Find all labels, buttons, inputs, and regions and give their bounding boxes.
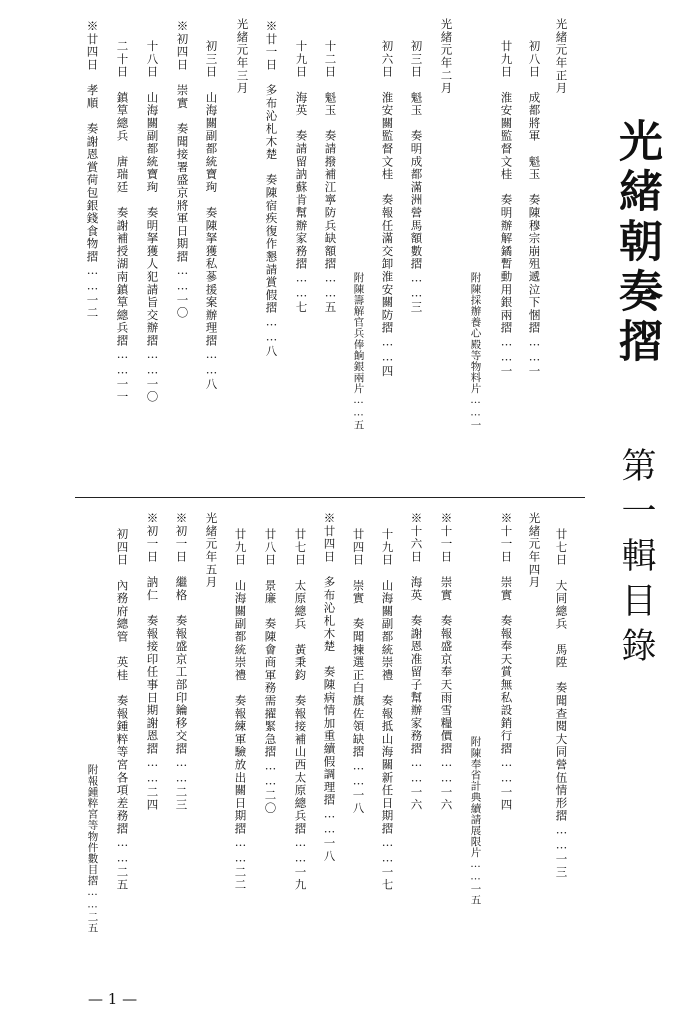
month-heading: 光緒元年五月	[204, 512, 219, 589]
catalog-entry: 十八日 山海關副都統寶珣 奏明拏獲人犯請旨交辦摺……一〇	[145, 40, 160, 404]
month-heading: 光緒元年二月	[439, 18, 454, 95]
catalog-entry: 初八日 成都將軍 魁玉 奏陳穆宗崩殂遞泣下悃摺……一	[527, 40, 542, 378]
catalog-entry: 初六日 淮安關監督文桂 奏報任滿交卸淮安關防摺……四	[380, 40, 395, 378]
month-heading: 光緒元年正月	[554, 18, 569, 95]
catalog-entry: 初三日 山海關副都統寶珣 奏陳拏獲私蔘援案辦理摺……八	[204, 40, 219, 391]
catalog-entry: 十九日 山海關副都統崇禮 奏報抵山海關新任日期摺……一七	[380, 528, 395, 892]
catalog-entry: ※廿四日 多布沁札木楚 奏陳病情加重續假調理摺……一八	[322, 512, 337, 863]
catalog-entry: 十二日 魁玉 奏請撥補江寧防兵缺額摺……五	[323, 40, 338, 314]
catalog-entry: ※十一日 崇實 奏報盛京奉天雨雪糧價摺……一六	[439, 512, 454, 812]
catalog-appendix: 附陳籌解官兵俸餉銀兩片……五	[352, 272, 365, 431]
catalog-entry: ※十一日 崇實 奏報奉天賞無私設銷行摺……一四	[499, 512, 514, 812]
catalog-entry: ※初一日 繼格 奏報盛京工部印鑰移交摺……二三	[174, 512, 189, 812]
catalog-appendix: 附報鍾粹宮等物件數目摺……二五	[86, 764, 99, 934]
catalog-entry: 十九日 海英 奏請留訥蘇肯幫辦家務摺……七	[294, 40, 309, 314]
catalog-entry: ※廿四日 孝順 奏謝恩賞荷包銀錢食物摺……一二	[85, 20, 100, 320]
page-number: — 1 —	[88, 990, 138, 1008]
catalog-entry: 初四日 內務府總管 英桂 奏報鍾粹等宮各項差務摺……二五	[115, 528, 130, 892]
catalog-subtitle: 第一輯目錄	[616, 447, 656, 672]
catalog-entry: 二十日 鎮筸總兵 唐瑞廷 奏謝補授湖南鎮筸總兵摺……一一	[115, 40, 130, 404]
catalog-appendix: 附陳採辦養心殿等物料片……一	[469, 272, 482, 431]
catalog-entry: 廿七日 大同總兵 馬陞 奏聞查閱大同營伍情形摺……一三	[554, 528, 569, 879]
catalog-entry: 初三日 魁玉 奏明成都滿洲營馬額數摺……三	[409, 40, 424, 314]
section-divider	[75, 497, 585, 498]
month-heading: 光緒元年四月	[527, 512, 542, 589]
catalog-entry: 廿九日 山海關副都統崇禮 奏報練軍驗放出關日期摺……二二	[233, 528, 248, 892]
book-title: 光緒朝奏摺	[611, 118, 662, 368]
catalog-entry: 廿四日 崇實 奏聞揀選正白旗佐領缺摺……一八	[351, 528, 366, 815]
catalog-entry: 廿九日 淮安關監督文桂 奏明辦解鐍暫動用銀兩摺……一	[499, 40, 514, 378]
catalog-entry: 廿八日 景廉 奏陳會商軍務需擢緊急摺……二〇	[263, 528, 278, 815]
catalog-entry: ※初四日 崇實 奏聞接署盛京將軍日期摺……一〇	[175, 20, 190, 320]
month-heading: 光緒元年三月	[235, 18, 250, 95]
catalog-entry: 廿七日 太原總兵 黃秉鈞 奏報接補山西太原總兵摺……一九	[293, 528, 308, 892]
catalog-appendix: 附陳奉省計典續請展限片……一五	[469, 736, 482, 906]
catalog-entry: ※初一日 訥仁 奏報接印任事日期謝恩摺……二四	[145, 512, 160, 812]
catalog-entry: ※廿一日 多布沁札木楚 奏陳宿疾復作懇請賞假摺……八	[264, 20, 279, 358]
catalog-entry: ※十六日 海英 奏謝恩准留子幫辦家務摺……一六	[409, 512, 424, 812]
